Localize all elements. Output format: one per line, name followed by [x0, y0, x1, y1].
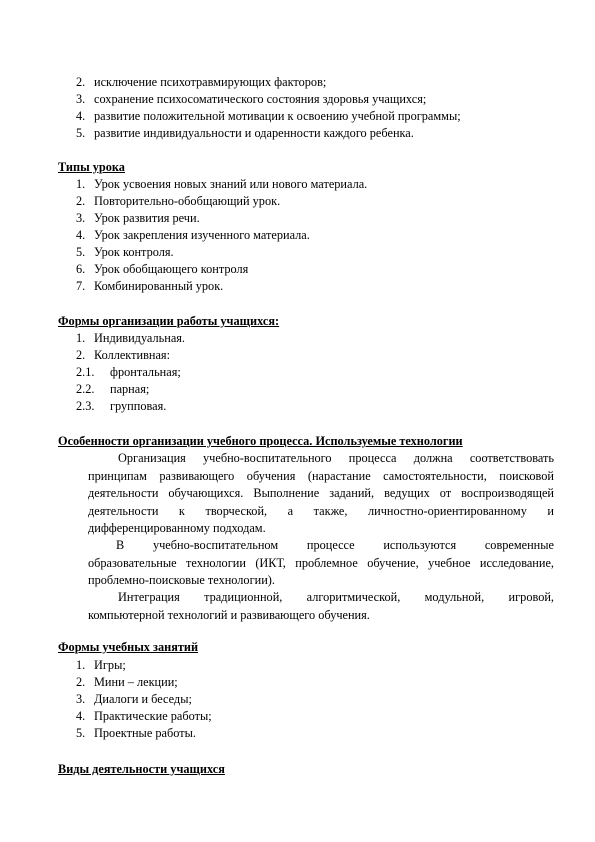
section-heading-lesson-forms: Формы учебных занятий — [58, 640, 199, 654]
list-number: 3. — [76, 211, 86, 225]
list-item: сохранение психосоматического состояния здоровья учащихся; — [94, 92, 427, 106]
list-number: 2.3. — [76, 399, 95, 413]
list-item: Диалоги и беседы; — [94, 692, 192, 706]
process-paragraph-3 — [88, 589, 554, 624]
list-item: групповая. — [110, 399, 167, 413]
section-heading-activities: Виды деятельности учащихся — [58, 762, 225, 776]
paragraph-line: деятельности к творческой, а также, личностно-ориентированному и — [88, 503, 554, 518]
list-number: 4. — [76, 228, 86, 242]
list-number: 4. — [76, 109, 86, 123]
list-item: Индивидуальная. — [94, 331, 186, 345]
list-item: развитие положительной мотивации к освоению учебной программы; — [94, 109, 461, 123]
list-number: 1. — [76, 658, 86, 672]
list-number: 2. — [76, 348, 86, 362]
list-item: Практические работы; — [94, 709, 212, 723]
list-item: Коллективная: — [94, 348, 170, 362]
paragraph-line: деятельности обучающихся. Выполнение заданий, ведущих от воспроизводящей — [88, 486, 554, 500]
list-number: 5. — [76, 126, 86, 140]
list-number: 1. — [76, 331, 86, 345]
list-item: исключение психотравмирующих факторов; — [94, 75, 327, 89]
list-number: 2. — [76, 194, 86, 208]
list-number: 3. — [76, 692, 86, 706]
list-item: Урок усвоения новых знаний или нового материала. — [94, 177, 368, 191]
list-item: Урок обобщающего контроля — [94, 262, 249, 276]
section-heading-process: Особенности организации учебного процесса. Используемые технологии — [58, 434, 463, 448]
list-item: Проектные работы. — [94, 726, 196, 740]
paragraph-line: компьютерной технологий и развивающего обучения. — [88, 607, 370, 622]
paragraph-line: принципам развивающего обучения (нарастание самостоятельности, поисковой — [88, 468, 554, 483]
list-number: 2.2. — [76, 382, 95, 396]
list-number: 3. — [76, 92, 86, 106]
process-paragraph-1 — [88, 450, 554, 538]
list-item: Урок контроля. — [94, 245, 174, 259]
list-number: 7. — [76, 279, 86, 293]
list-number: 2. — [76, 75, 86, 89]
list-number: 5. — [76, 726, 86, 740]
paragraph-line: проблемно-поисковые технологии). — [88, 573, 275, 587]
list-number: 4. — [76, 709, 86, 723]
process-paragraph-2 — [88, 537, 554, 590]
paragraph-line: образовательные технологии (ИКТ, проблемное обучение, учебное исследование, — [88, 555, 554, 570]
list-item: Комбинированный урок. — [94, 279, 224, 293]
section-heading-work-forms: Формы организации работы учащихся: — [58, 314, 280, 328]
list-item: Игры; — [94, 658, 126, 672]
list-number: 1. — [76, 177, 86, 191]
paragraph-line: Интеграция традиционной, алгоритмической, модульной, игровой, — [118, 590, 554, 604]
list-item: Мини – лекции; — [94, 675, 178, 689]
paragraph-line: В учебно-воспитательном процессе используются современные — [116, 538, 554, 552]
list-item: парная; — [110, 382, 150, 396]
list-item: Урок закрепления изученного материала. — [94, 228, 310, 242]
paragraph-line: Организация учебно-воспитательного процесса должна соответствовать — [118, 451, 554, 465]
list-item: Урок развития речи. — [94, 211, 200, 225]
list-number: 5. — [76, 245, 86, 259]
paragraph-line: дифференцированному подходам. — [88, 521, 266, 535]
list-item: развитие индивидуальности и одаренности каждого ребенка. — [94, 126, 414, 140]
list-item: фронтальная; — [110, 365, 181, 379]
list-number: 2. — [76, 675, 86, 689]
list-number: 2.1. — [76, 365, 95, 379]
section-heading-lesson-types: Типы урока — [58, 160, 125, 174]
list-item: Повторительно-обобщающий урок. — [94, 194, 281, 208]
list-number: 6. — [76, 262, 86, 276]
